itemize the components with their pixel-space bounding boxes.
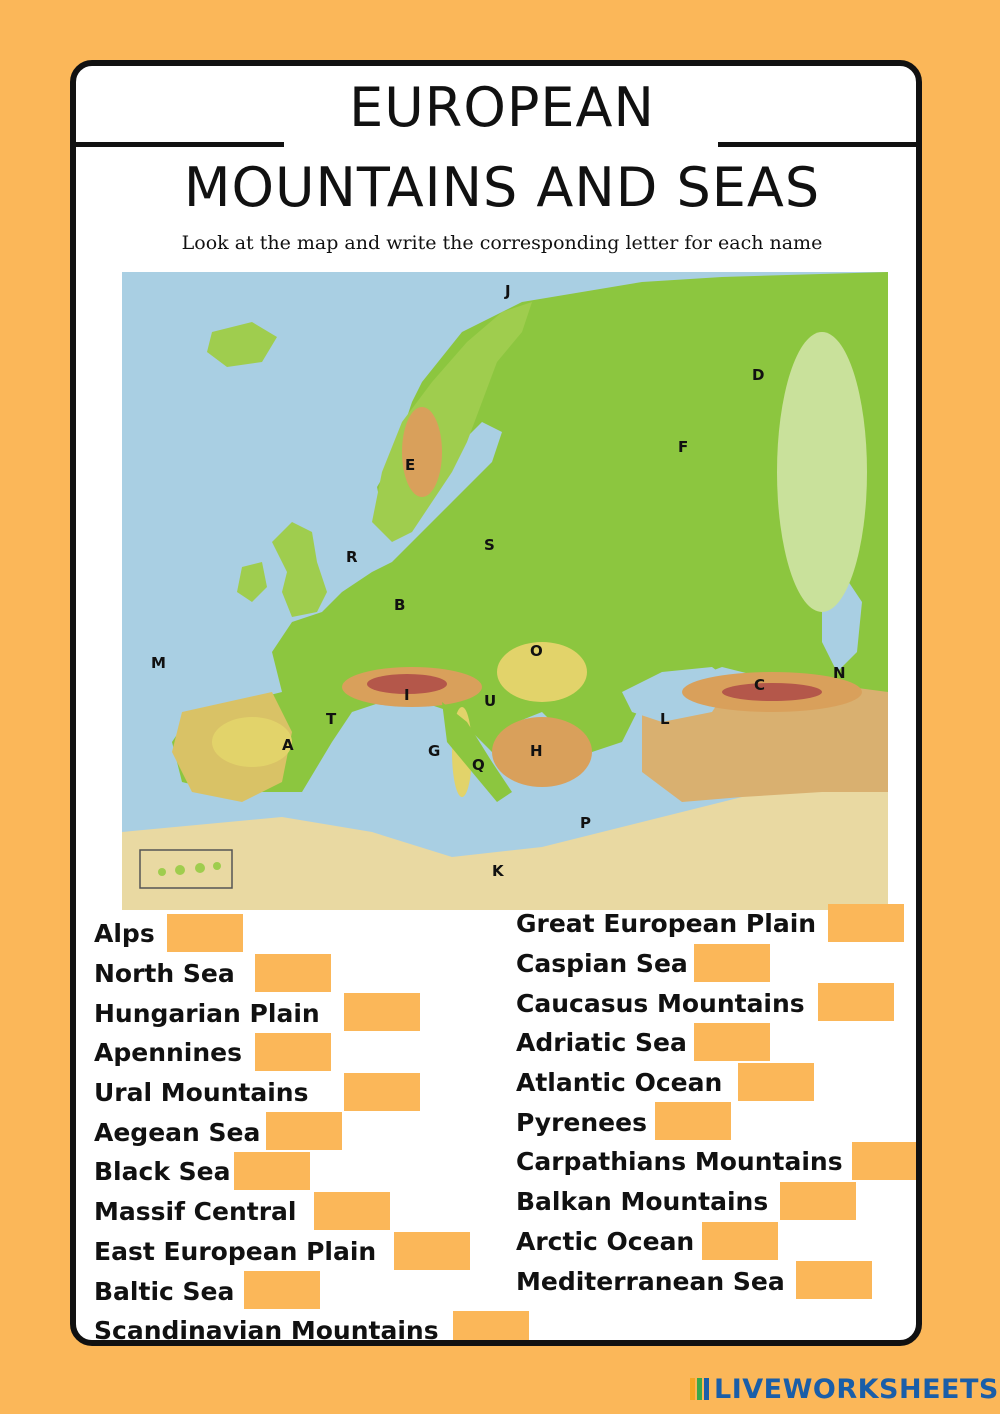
map-letter-l: L <box>660 710 670 728</box>
answer-box-north-sea[interactable] <box>255 954 331 992</box>
answer-box-scandinavian-mountains[interactable] <box>453 1311 529 1346</box>
map-letter-r: R <box>346 548 358 566</box>
list-item <box>94 993 439 1033</box>
item-label: Mediterranean Sea <box>516 1266 785 1296</box>
item-label: Baltic Sea <box>94 1276 235 1306</box>
list-item <box>516 904 843 944</box>
item-label: Apennines <box>94 1038 242 1068</box>
list-item <box>516 1023 843 1063</box>
answer-box-east-european-plain[interactable] <box>394 1232 470 1270</box>
map-letter-b: B <box>394 596 406 614</box>
item-label: Aegean Sea <box>94 1117 261 1147</box>
item-label: Adriatic Sea <box>516 1028 687 1058</box>
map-letter-i: I <box>404 686 410 704</box>
title-rule-right <box>718 142 922 147</box>
answer-box-aegean-sea[interactable] <box>266 1112 342 1150</box>
right-name-list <box>516 904 843 1301</box>
map-letter-h: H <box>530 742 543 760</box>
title-rule-left <box>76 142 284 147</box>
answer-box-atlantic-ocean[interactable] <box>738 1063 814 1101</box>
item-label: Atlantic Ocean <box>516 1068 723 1098</box>
item-label: Arctic Ocean <box>516 1226 695 1256</box>
item-label: Black Sea <box>94 1157 231 1187</box>
list-item <box>94 1033 439 1073</box>
item-label: Ural Mountains <box>94 1078 309 1108</box>
map-letter-d: D <box>752 366 765 384</box>
answer-box-adriatic-sea[interactable] <box>694 1023 770 1061</box>
answer-box-great-european-plain[interactable] <box>828 904 904 942</box>
list-item <box>94 1271 439 1311</box>
title-line-1: EUROPEAN <box>349 76 655 139</box>
item-label: North Sea <box>94 959 235 989</box>
item-label: Hungarian Plain <box>94 998 320 1028</box>
map-letter-t: T <box>326 710 337 728</box>
list-item <box>94 1232 439 1272</box>
liveworksheets-logo-icon <box>690 1376 710 1402</box>
map-letter-m: M <box>151 654 166 672</box>
answer-box-balkan-mountains[interactable] <box>780 1182 856 1220</box>
map-letter-o: O <box>530 642 543 660</box>
answer-box-caucasus-mountains[interactable] <box>818 983 894 1021</box>
answer-box-alps[interactable] <box>167 914 243 952</box>
map-letter-q: Q <box>472 756 485 774</box>
list-item <box>94 1152 439 1192</box>
map-letter-s: S <box>484 536 495 554</box>
item-label: Pyrenees <box>516 1107 647 1137</box>
answer-box-apennines[interactable] <box>255 1033 331 1071</box>
list-item <box>94 914 439 954</box>
item-label: Alps <box>94 919 155 949</box>
brand-name: LIVEWORKSHEETS <box>714 1373 999 1405</box>
map-letter-k: K <box>492 862 504 880</box>
list-item <box>516 1222 843 1262</box>
item-label: Carpathians Mountains <box>516 1147 843 1177</box>
list-item <box>516 1142 843 1182</box>
map-letter-j: J <box>505 282 511 300</box>
list-item <box>94 1073 439 1113</box>
answer-box-baltic-sea[interactable] <box>244 1271 320 1309</box>
map-letter-u: U <box>484 692 497 710</box>
item-label: Great European Plain <box>516 909 817 939</box>
list-item <box>94 1112 439 1152</box>
worksheet-card <box>70 60 922 1346</box>
list-item <box>516 944 843 984</box>
europe-map <box>122 272 888 910</box>
item-label: Caucasus Mountains <box>516 988 805 1018</box>
list-item <box>516 1102 843 1142</box>
answer-box-black-sea[interactable] <box>234 1152 310 1190</box>
list-item <box>94 1192 439 1232</box>
answer-box-carpathians-mountains[interactable] <box>852 1142 922 1180</box>
answer-box-pyrenees[interactable] <box>655 1102 731 1140</box>
item-label: Massif Central <box>94 1197 297 1227</box>
list-item <box>516 1182 843 1222</box>
map-letter-p: P <box>580 814 591 832</box>
item-label: Scandinavian Mountains <box>94 1316 439 1346</box>
title-line-2: MOUNTAINS AND SEAS <box>183 156 821 219</box>
map-letter-f: F <box>678 438 689 456</box>
item-label: East European Plain <box>94 1236 377 1266</box>
map-letter-n: N <box>833 664 846 682</box>
left-name-list <box>94 914 439 1346</box>
answer-box-arctic-ocean[interactable] <box>702 1222 778 1260</box>
instructions: Look at the map and write the corresponding letter for each name <box>181 232 823 254</box>
list-item <box>516 1261 843 1301</box>
liveworksheets-brand[interactable] <box>690 1372 999 1406</box>
item-label: Caspian Sea <box>516 949 688 979</box>
map-letter-a: A <box>282 736 294 754</box>
map-letter-g: G <box>428 742 441 760</box>
answer-box-ural-mountains[interactable] <box>344 1073 420 1111</box>
answer-box-mediterranean-sea[interactable] <box>796 1261 872 1299</box>
list-item <box>516 1063 843 1103</box>
answer-box-caspian-sea[interactable] <box>694 944 770 982</box>
list-item <box>94 1311 439 1346</box>
map-letter-e: E <box>405 456 416 474</box>
item-label: Balkan Mountains <box>516 1187 769 1217</box>
list-item <box>516 983 843 1023</box>
list-item <box>94 954 439 994</box>
map-letter-c: C <box>754 676 766 694</box>
answer-box-massif-central[interactable] <box>314 1192 390 1230</box>
answer-box-hungarian-plain[interactable] <box>344 993 420 1031</box>
